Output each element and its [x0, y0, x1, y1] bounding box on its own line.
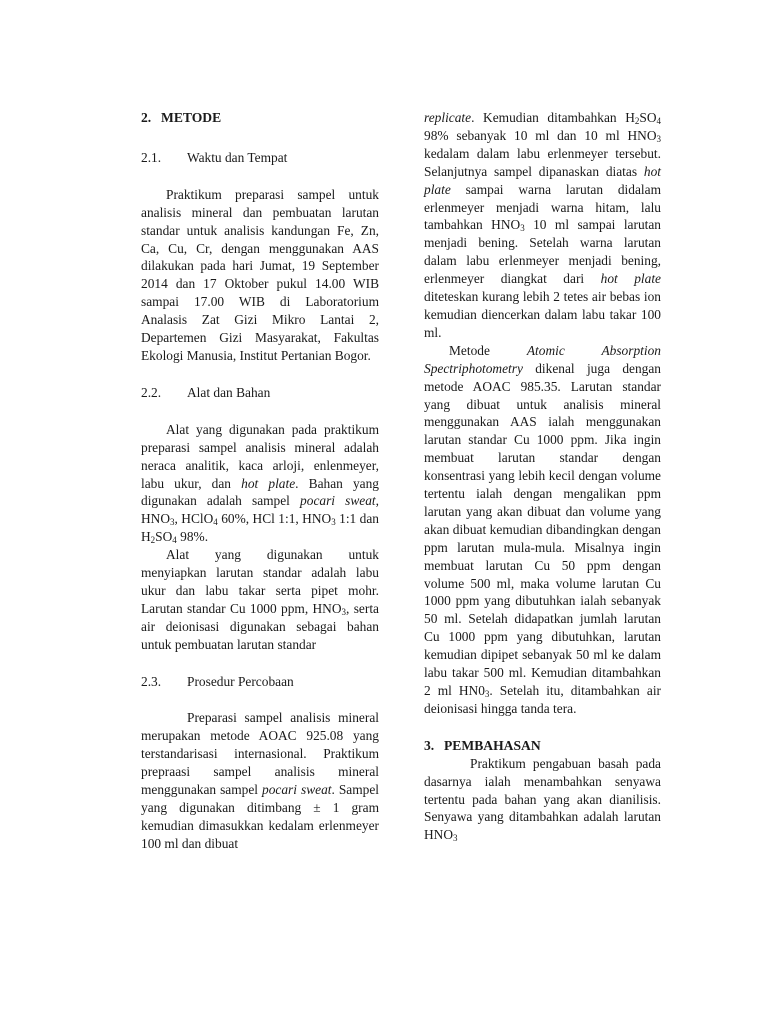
paragraph-prosedur: Preparasi sampel analisis mineral merupakan metode AOAC 925.08 yang terstandarisasi internasional. Praktikum prepraasi sampel analisis mineral menggunakan sampel pocari sweat. Sampel yang digunakan ditimbang ± 1 gram kemudian dimasukkan kedalam erlenmeyer 100 ml dan dibuat: [141, 710, 379, 851]
subsection-heading-prosedur: 2.3. Prosedur Percobaan: [141, 673, 294, 689]
right-column: [424, 109, 661, 844]
subsection-heading-alat: 2.2. Alat dan Bahan: [141, 384, 271, 400]
section-heading-metode: 2. METODE: [141, 110, 222, 125]
paragraph-alat-bahan-1: Alat yang digunakan pada praktikum preparasi sampel analisis mineral adalah neraca analitik, kaca arloji, enlenmeyer, labu ukur, dan hot plate. Bahan yang digunakan adalah sampel pocari sweat, $HNO_3$, HClO$_4$ 60%, HCl 1:1, $HNO_3$ 1:1 dan $H_2SO_4$ 98%.: [141, 421, 380, 546]
section-heading-pembahasan: 3. PEMBAHASAN: [424, 737, 541, 753]
paragraph-pembahasan: Praktikum pengabuan basah pada dasarnya ialah menambahkan senyawa tertentu pada bahan yang akan dianilisis. Senyawa yang ditambahkan adalah larutan $HNO_3$: [424, 755, 661, 844]
subsection-heading-waktu: 2.1. Waktu dan Tempat: [141, 149, 288, 165]
left-column: [141, 109, 379, 853]
paragraph-metode-aas: Metode Atomic Absorption Spectriphotometry dikenal juga dengan metode AOAC 985.35. Larutan standar yang dibuat untuk analisis mineral menggunakan AAS ialah menggunakan larutan standar Cu 1000 ppm. Jika ingin membuat larutan standar dengan konsentrasi yang lebih kecil dengan volume tertentu ialah dengan mengalikan ppm larutan yang akan dibuat dan volume yang akan dibuat kemudian dibandingkan dengan ppm larutan mula-mula. Misalnya ingin membuat larutan Cu 50 ppm dengan volume 500 ml, maka volume larutan Cu 1000 ppm yang dibutuhkan ialah sebanyak 50 ml. Setelah didapatkan jumlah larutan Cu 1000 ppm yang dibutuhkan, larutan kemudian dipipet sebanyak 50 ml ke dalam labu takar 500 ml. Kemudian ditambahkan 2 ml $HN0_3$. Setelah itu, ditambahkan air deionisasi hingga tanda tera.: [424, 342, 661, 716]
paragraph-waktu-tempat: Praktikum preparasi sampel untuk analisis mineral dan pembuatan larutan standar untuk analisis kandungan Fe, Zn, Ca, Cu, Cr, dengan menggunakan AAS dilakukan pada hari Jumat, 19 September 2014 dan 17 Oktober pukul 14.00 WIB sampai 17.00 WIB di Laboratorium Analasis Zat Gizi Mikro Lantai 2, Departemen Gizi Masyarakat, Fakultas Ekologi Manusia, Institut Pertanian Bogor.: [141, 186, 379, 363]
paragraph-prosedur-continued: replicate. Kemudian ditambahkan $H_2SO_4$ 98% sebanyak 10 ml dan 10 ml $HNO_3$ kedalam dalam labu erlenmeyer tersebut. Selanjutnya sampel dipanaskan diatas hot plate sampai warna larutan didalam erlenmeyer menjadi warna hitam, lalu tambahkan $HNO_3$ 10 ml sampai larutan menjadi bening. Setelah warna larutan dalam labu erlenmeyer menjadi bening, erlenmeyer diangkat dari hot plate diteteskan kurang lebih 2 tetes air bebas ion kemudian diencerkan dalam labu takar 100 ml.: [424, 110, 661, 340]
paragraph-alat-bahan-2: Alat yang digunakan untuk menyiapkan larutan standar adalah labu ukur dan labu takar serta pipet mohr. Larutan standar Cu 1000 ppm, $HNO_3$, serta air deionisasi digunakan sebagai bahan untuk pembuatan larutan standar: [141, 547, 379, 652]
